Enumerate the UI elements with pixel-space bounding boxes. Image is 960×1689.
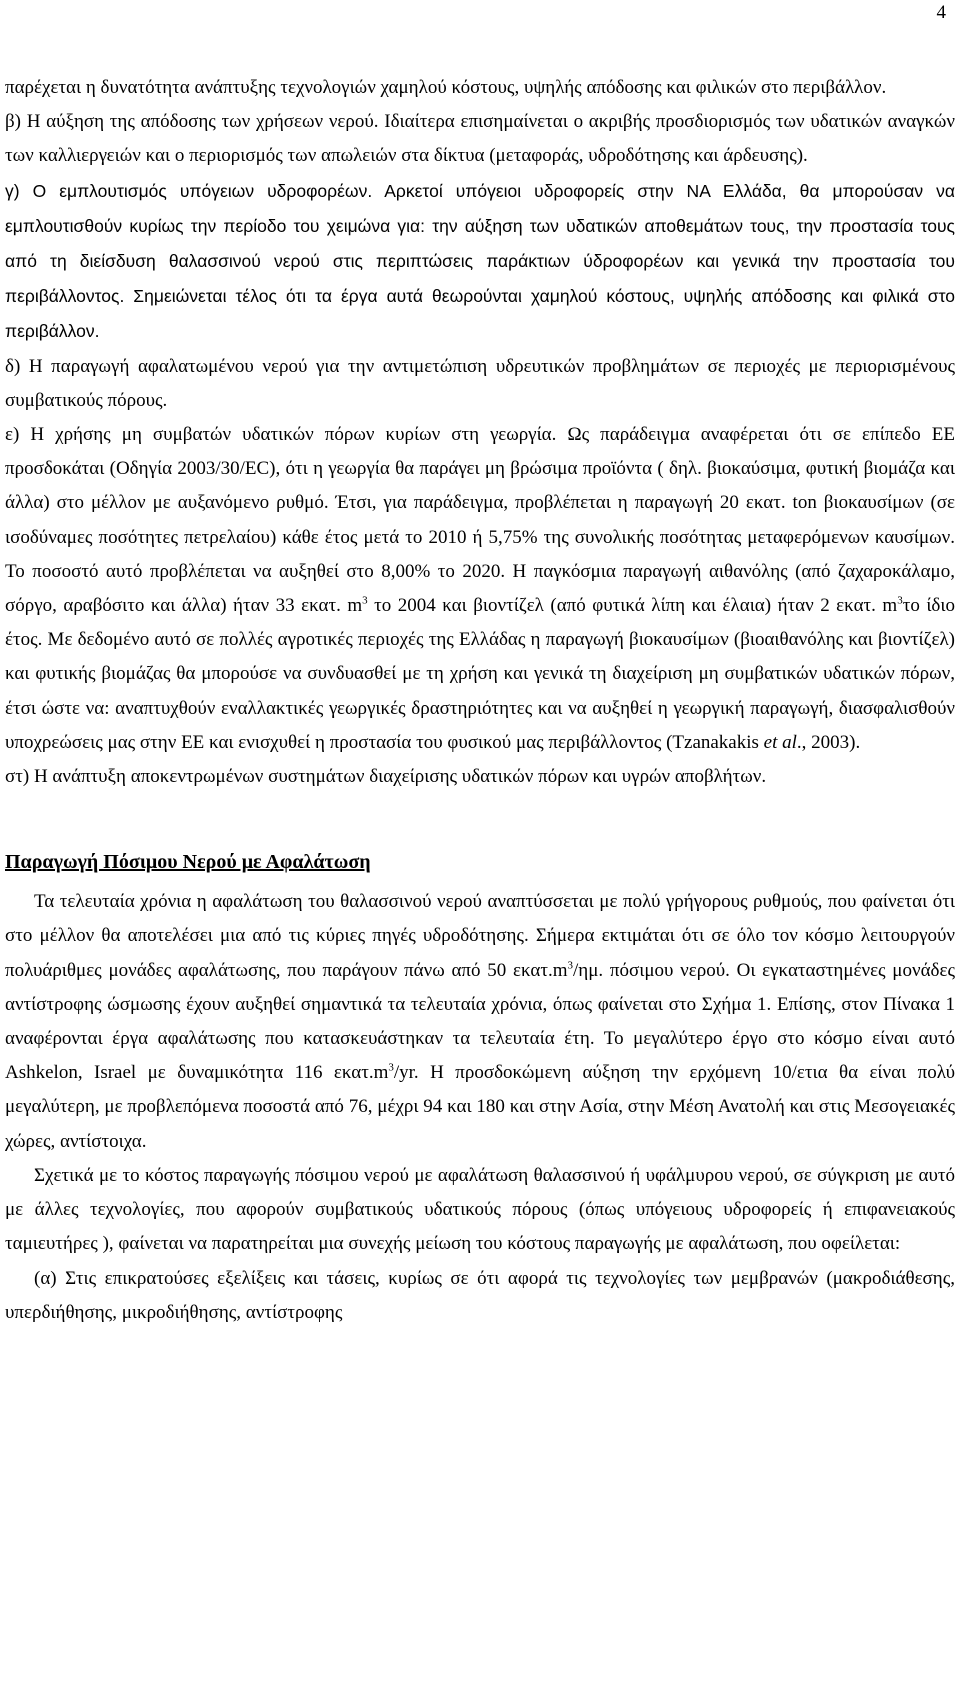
superscript: 3 — [567, 959, 573, 972]
text-segment: ., 2003). — [796, 731, 861, 753]
paragraph-intro: παρέχεται η δυνατότητα ανάπτυξης τεχνολογιών χαμηλού κόστους, υψηλής απόδοσης και φιλικών στο περιβάλλον. — [5, 77, 887, 98]
document-body — [5, 71, 955, 1330]
section-paragraph-2: Σχετικά με το κόστος παραγωγής πόσιμου νερού με αφαλάτωση θαλασσινού ή υφάλμυρου νερού, σε σύγκριση με αυτό με άλλες τεχνολογίες, που αφορούν συμβατικούς υδατικούς πόρους (όπως υπόγειους υδροφορείς ή επιφανειακούς ταμιευτήρες ), φαίνεται να παρατηρείται μια συνεχής μείωση του κόστους παραγωγής με αφαλάτωση, που οφείλεται: — [5, 1164, 955, 1255]
text-segment: ε) Η χρήσης μη συμβατών υδατικών πόρων κυρίων στη γεωργία. Ως παράδειγμα αναφέρεται ότι σε επίπεδο ΕΕ προσδοκάται (Οδηγία 2003/30/EC), ότι η γεωργία θα παράγει μη βρώσιμα προϊόντα ( δηλ. βιοκαύσιμα, φυτική βιομάζα και άλλα) στο μέλλον με αυξανόμενο ρυθμό. Έτσι, για παράδειγμα, προβλέπεται η παραγωγή 20 εκατ. ton βιοκαυσίμων (σε ισοδύναμες ποσότητες πετρελαίου) κάθε έτος μετά το 2010 ή 5,75% της συνολικής ποσότητας μεταφερόμενων καυσίμων. Το ποσοστό αυτό προβλέπεται να αυξηθεί στο 8,00% το 2020. Η παγκόσμια παραγωγή αιθανόλης (από ζαχαροκάλαμο, σόργο, αραβόσιτο και άλλα) ήταν 33 εκατ. m — [5, 424, 955, 617]
text-segment: το ίδιο έτος. Με δεδομένο αυτό σε πολλές αγροτικές περιοχές της Ελλάδας η παραγωγή βιοκαυσίμων (βιοαιθανόλης και βιοντίζελ) και φυτικής βιομάζας θα μπορούσε να συνδυασθεί με τη χρήση και γενικά τη διαχείριση μη συμβατικών υδατικών πόρων, έτσι ώστε να: αναπτυχθούν εναλλακτικές γεωργικές δραστηριότητες και να αυξηθεί η γεωργική παραγωγή, διασφαλισθούν υποχρεώσεις μας στην ΕΕ και ενισχυθεί η προστασία του φυσικού μας περιβάλλοντος (Tzanakakis — [5, 595, 955, 753]
citation-et-al: et al — [763, 731, 797, 753]
section-paragraph-1 — [5, 885, 955, 1159]
text-segment: /yr. Η προσδοκώμενη αύξηση την ερχόμενη 10/ετια θα είναι πολύ μεγαλύτερη, με προβλεπόμενα ποσοστά από 76, μέχρι 94 και 180 και στην Ασία, στην Μέση Ανατολή και στις Μεσογειακές χώρες, αντίστοιχα. — [5, 1062, 955, 1152]
superscript: 3 — [362, 594, 368, 607]
superscript: 3 — [897, 594, 903, 607]
paragraph-e-agriculture — [5, 418, 955, 760]
section-paragraph-3: (α) Στις επικρατούσες εξελίξεις και τάσεις, κυρίως σε ότι αφορά τις τεχνολογίες των μεμβρανών (μακροδιάθεσης, υπερδιήθησης, μικροδιήθησης, αντίστροφης — [5, 1267, 955, 1323]
text-segment: /ημ. πόσιμου νερού. Οι εγκαταστημένες μονάδες αντίστροφης ώσμωσης έχουν αυξηθεί σημαντικά τα τελευταία χρόνια, όπως φαίνεται στο Σχήμα 1. Επίσης, στον Πίνακα 1 αναφέρονται έργα αφαλάτωσης που κατασκευάστηκαν τα τελευταία έτη. Το μεγαλύτερο έργο στο κόσμο είναι αυτό Ashkelon, Israel με δυναμικότητα 116 εκατ.m — [5, 959, 955, 1084]
superscript: 3 — [388, 1061, 394, 1074]
text-segment: το 2004 και βιοντίζελ (από φυτικά λίπη και έλαια) ήταν 2 εκατ. m — [367, 595, 898, 617]
section-heading: Παραγωγή Πόσιμου Νερού με Αφαλάτωση — [5, 851, 371, 874]
paragraph-d-desalination: δ) Η παραγωγή αφαλατωμένου νερού για την αντιμετώπιση υδρευτικών προβλημάτων σε περιοχές με περιορισμένους συμβατικούς πόρους. — [5, 355, 955, 411]
text-segment: Τα τελευταία χρόνια η αφαλάτωση του θαλασσινού νερού αναπτύσσεται με πολύ γρήγορους ρυθμούς, που φαίνεται ότι στο μέλλον θα αποτελέσει μια από τις κύριες πηγές υδροδότησης. Σήμερα εκτιμάται ότι σε όλο τον κόσμο λειτουργούν πολυάριθμες μονάδες αφαλάτωσης, που παράγουν πάνω από 50 εκατ.m — [5, 891, 955, 981]
paragraph-f-decentralized: στ) Η ανάπτυξη αποκεντρωμένων συστημάτων διαχείρισης υδατικών πόρων και υγρών αποβλήτων. — [5, 766, 767, 788]
page-number: 4 — [936, 2, 946, 23]
paragraph-c-text: γ) Ο εμπλουτισμός υπόγειων υδροφορέων. Αρκετοί υπόγειοι υδροφορείς στην ΝΑ Ελλάδα, θα μπορούσαν να εμπλουτισθούν κυρίως την περίοδο του χειμώνα για: την αύξηση των υδατικών αποθεμάτων τους, την προστασία τους από τη διείσδυση θαλασσινού νερού στις περιπτώσεις παράκτιων ύδροφορέων και γενικά την προστασία του περιβάλλοντος. Σημειώνεται τέλος ότι τα έργα αυτά θεωρούνται χαμηλού κόστους, υψηλής απόδοσης και φιλικά στο περιβάλλον. — [5, 180, 955, 342]
paragraph-b-water-efficiency: β) Η αύξηση της απόδοσης των χρήσεων νερού. Ιδιαίτερα επισημαίνεται ο ακριβής προσδιορισμός των υδατικών αναγκών των καλλιεργειών και ο περιορισμός των απωλειών στα δίκτυα (μεταφοράς, υδροδότησης και άρδευσης). — [5, 111, 955, 167]
paragraph-c-aquifer-recharge — [5, 174, 955, 350]
